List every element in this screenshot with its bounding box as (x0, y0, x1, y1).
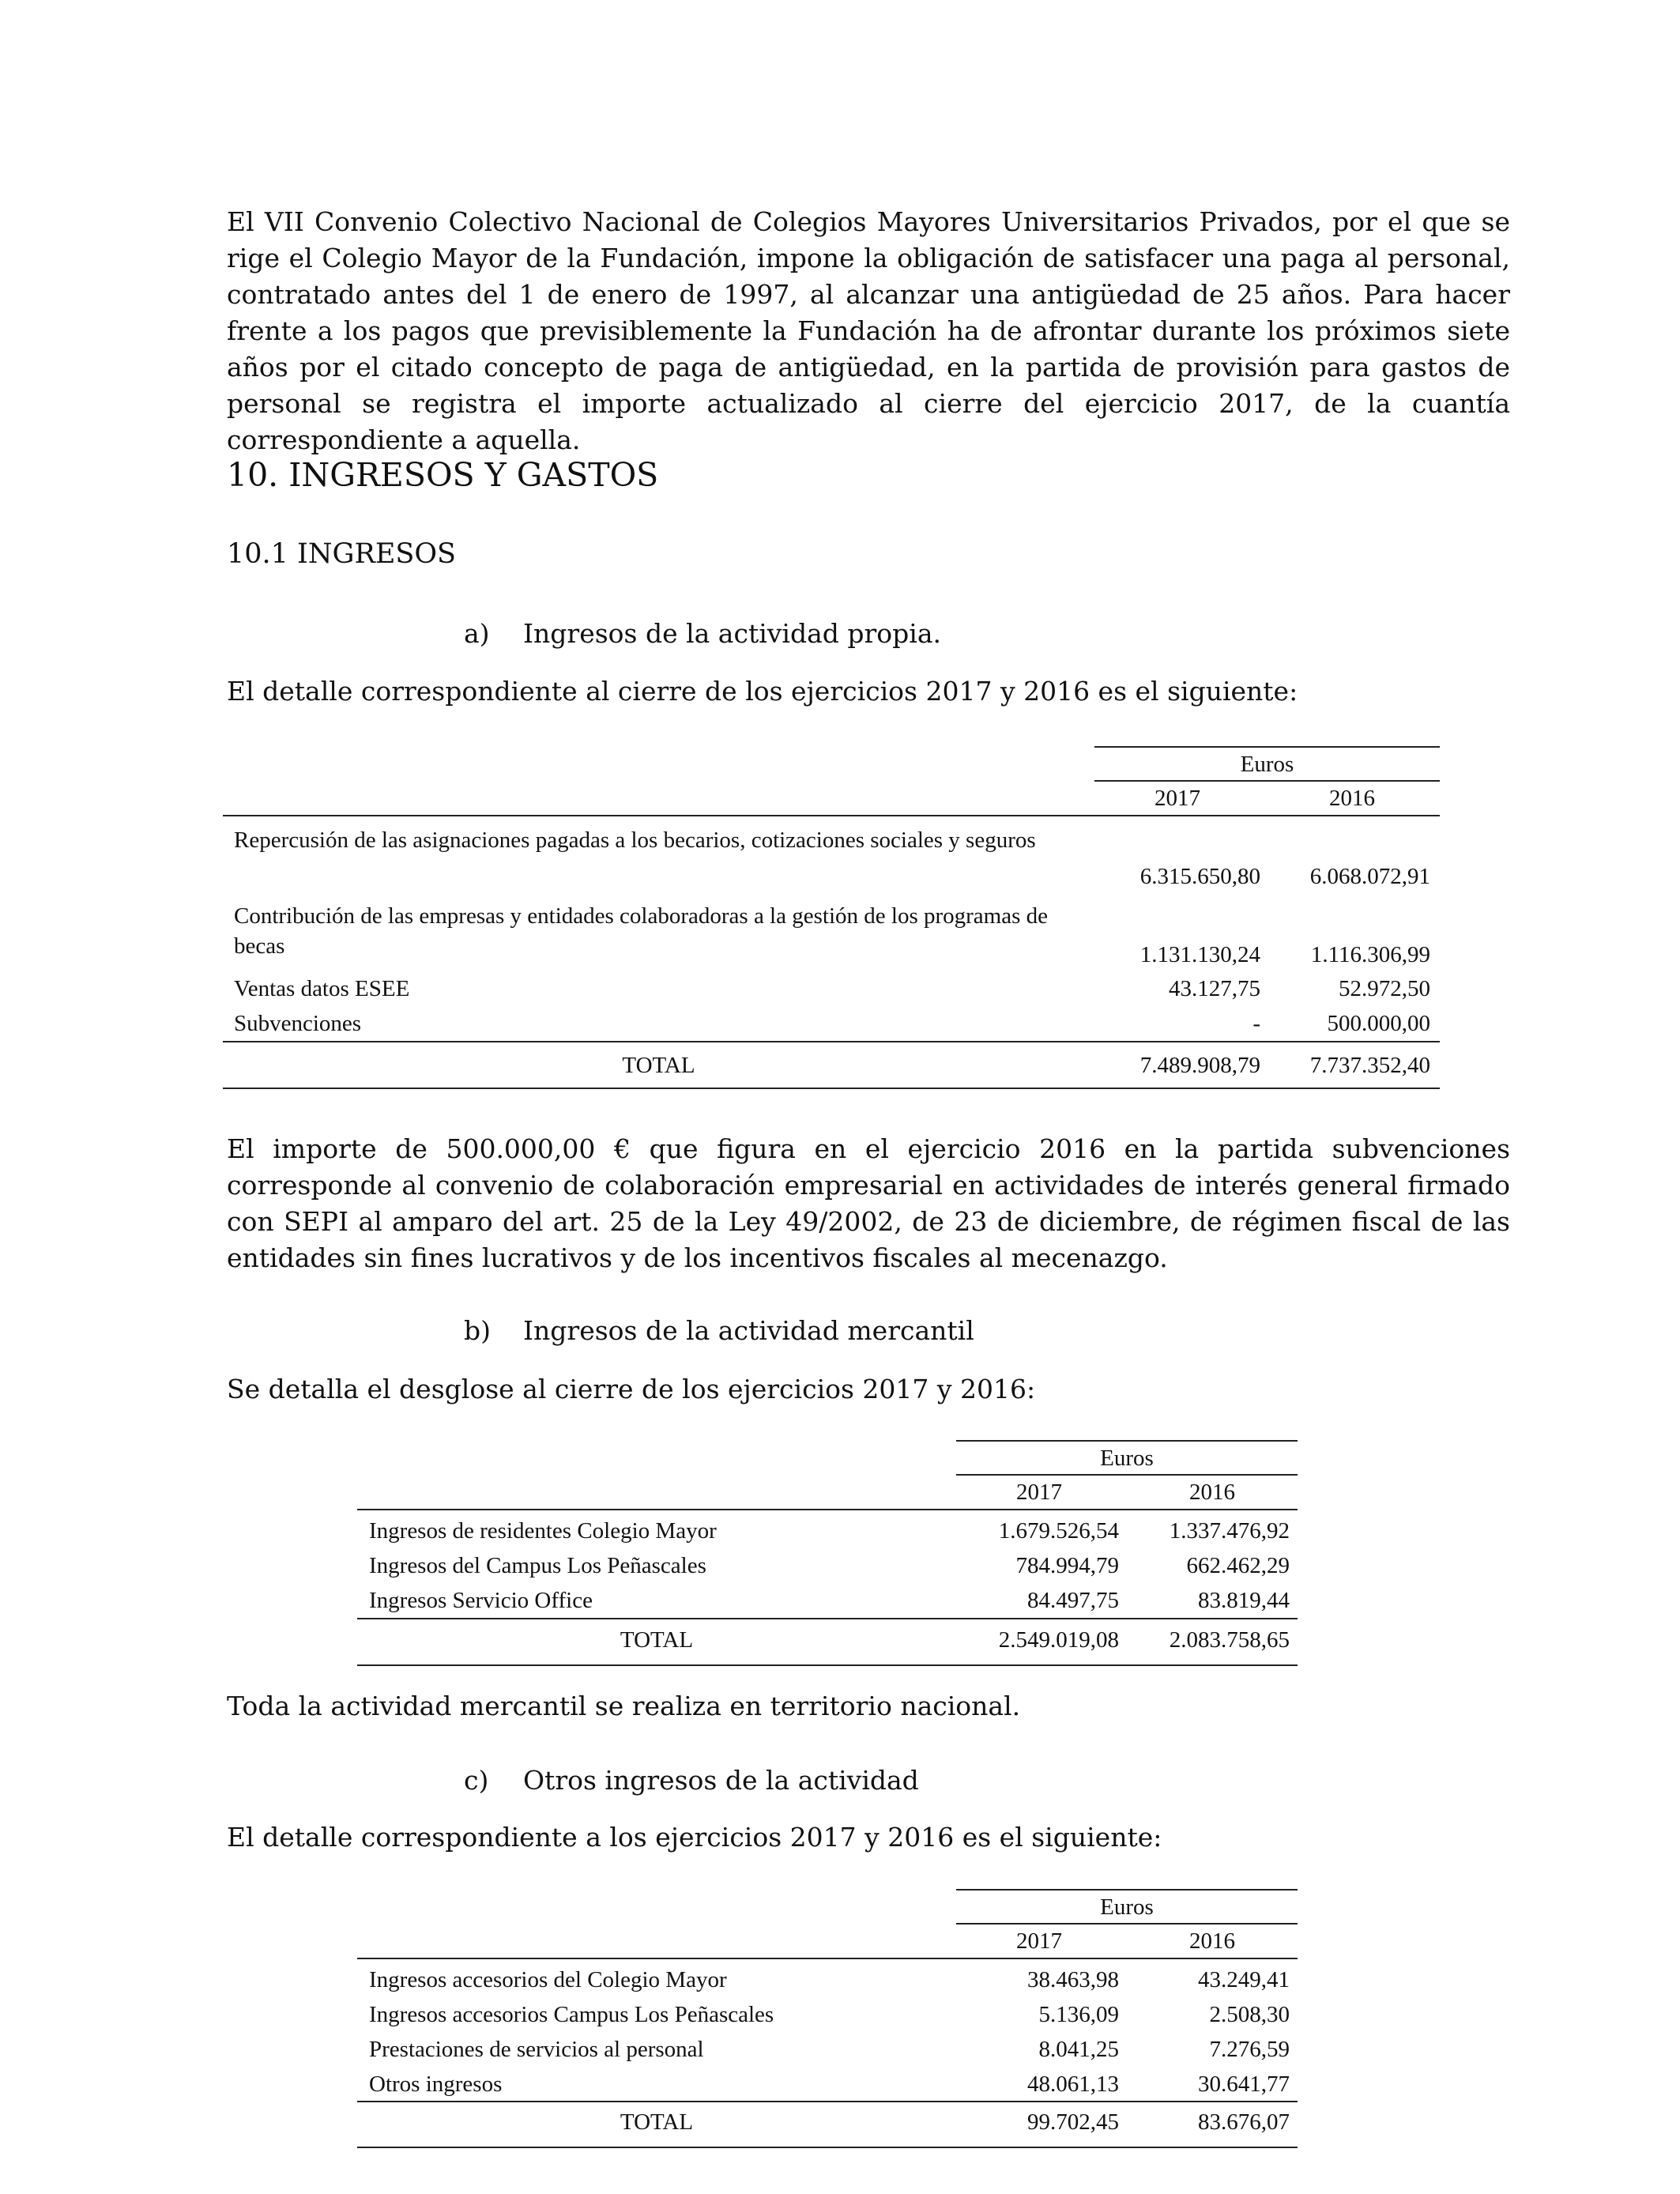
table-cell-2016: 52.972,50 (1339, 976, 1430, 1001)
table-a-year-2017: 2017 (1155, 786, 1200, 811)
table-row-label: Ingresos accesorios Campus Los Peñascales (369, 2002, 774, 2027)
table-cell-2017: 8.041,25 (1038, 2037, 1119, 2062)
table-row-label: Ingresos accesorios del Colegio Mayor (369, 1967, 727, 1992)
section-c-intro: El detalle correspondiente a los ejercicios 2017 y 2016 es el siguiente: (227, 1822, 1162, 1853)
table-row-label: Ingresos del Campus Los Peñascales (369, 1553, 706, 1578)
table-cell-2017: 84.497,75 (1027, 1588, 1119, 1613)
table-b-currency-header: Euros (1100, 1446, 1154, 1471)
subsection-heading: 10.1 INGRESOS (227, 538, 457, 570)
section-b-intro: Se detalla el desglose al cierre de los ejercicios 2017 y 2016: (227, 1374, 1036, 1404)
table-cell-2017: 48.061,13 (1027, 2071, 1119, 2097)
table-cell-2016: 7.276,59 (1209, 2037, 1290, 2062)
table-row-label: Contribución de las empresas y entidades colaboradoras a la gestión de los programas de becas (234, 903, 1048, 959)
section-a-note: El importe de 500.000,00 € que figura en el ejercicio 2016 en la partida subvenciones corresponde al convenio de colaboración empresarial en actividades de interés general firmado con SEPI al amparo del art. 25 de la Ley 49/2002, de 23 de diciembre, de régimen fiscal de las entidades sin fines lucrativos y de los incentivos fiscales al mecenazgo. (227, 1133, 1510, 1273)
subsection-b-title: Ingresos de la actividad mercantil (523, 1315, 974, 1346)
table-total-2016: 83.676,07 (1198, 2109, 1290, 2135)
table-otros-ingresos (357, 1886, 1298, 2162)
table-a-year-2016: 2016 (1329, 786, 1375, 811)
subsection-c-letter: c) (464, 1765, 489, 1796)
table-total-label: TOTAL (620, 2109, 694, 2135)
table-row-label: Ingresos de residentes Colegio Mayor (369, 1518, 717, 1544)
table-c-year-2017: 2017 (1016, 1928, 1062, 1954)
table-row-label: Prestaciones de servicios al personal (369, 2037, 704, 2062)
section-heading: 10. INGRESOS Y GASTOS (227, 456, 659, 494)
section-b-note: Toda la actividad mercantil se realiza en territorio nacional. (227, 1691, 1021, 1721)
table-c-year-2016: 2016 (1189, 1928, 1235, 1954)
table-a-currency-header: Euros (1240, 752, 1294, 777)
subsection-a-letter: a) (464, 618, 490, 649)
table-cell-2016: 1.116.306,99 (1310, 942, 1430, 967)
table-cell-2016: 662.462,29 (1186, 1553, 1290, 1578)
subsection-a-title: Ingresos de la actividad propia. (523, 618, 941, 649)
table-c-currency-header: Euros (1100, 1894, 1154, 1920)
table-row-label: Ventas datos ESEE (234, 976, 410, 1001)
table-cell-2017: 43.127,75 (1169, 976, 1260, 1001)
table-row-label: Ingresos Servicio Office (369, 1588, 593, 1613)
table-cell-2016: 500.000,00 (1327, 1011, 1430, 1036)
table-cell-2017: 38.463,98 (1027, 1967, 1119, 1992)
table-total-label: TOTAL (620, 1627, 694, 1653)
table-total-2017: 7.489.908,79 (1139, 1053, 1260, 1078)
table-cell-2017: 784.994,79 (1015, 1553, 1119, 1578)
table-row-label: Subvenciones (234, 1011, 362, 1036)
table-cell-2016: 2.508,30 (1209, 2002, 1290, 2027)
section-a-intro: El detalle correspondiente al cierre de los ejercicios 2017 y 2016 es el siguiente: (227, 676, 1298, 707)
intro-paragraph: El VII Convenio Colectivo Nacional de Colegios Mayores Universitarios Privados, por el que se rige el Colegio Mayor de la Fundación, impone la obligación de satisfacer una paga al personal, contratado antes del 1 de enero de 1997, al alcanzar una antigüedad de 25 años. Para hacer frente a los pagos que previsiblemente la Fundación ha de afrontar durante los próximos siete años por el citado concepto de paga de antigüedad, en la partida de provisión para gastos de personal se registra el importe actualizado al cierre del ejercicio 2017, de la cuantía correspondiente a aquella. (227, 206, 1510, 455)
table-cell-2017: 6.315.650,80 (1139, 864, 1260, 889)
table-total-2016: 2.083.758,65 (1169, 1627, 1290, 1653)
table-cell-2017: - (1252, 1011, 1260, 1036)
table-total-2017: 99.702,45 (1027, 2109, 1119, 2135)
table-total-2017: 2.549.019,08 (998, 1627, 1119, 1653)
table-actividad-mercantil (357, 1437, 1298, 1674)
table-b-year-2017: 2017 (1016, 1480, 1062, 1505)
table-cell-2016: 83.819,44 (1198, 1588, 1290, 1613)
table-cell-2016: 1.337.476,92 (1169, 1518, 1290, 1544)
table-total-2016: 7.737.352,40 (1309, 1053, 1430, 1078)
table-row-label: Repercusión de las asignaciones pagadas a los becarios, cotizaciones sociales y seguros (234, 827, 1036, 853)
table-b-year-2016: 2016 (1189, 1480, 1235, 1505)
table-cell-2016: 6.068.072,91 (1309, 864, 1430, 889)
table-cell-2017: 1.131.130,24 (1139, 942, 1260, 967)
subsection-c-title: Otros ingresos de la actividad (523, 1765, 919, 1796)
table-cell-2016: 43.249,41 (1198, 1967, 1290, 1992)
table-cell-2017: 5.136,09 (1038, 2002, 1119, 2027)
table-cell-2016: 30.641,77 (1198, 2071, 1290, 2097)
subsection-b-letter: b) (464, 1315, 491, 1346)
table-actividad-propia (223, 743, 1440, 1095)
table-row-label: Otros ingresos (369, 2071, 503, 2097)
table-cell-2017: 1.679.526,54 (998, 1518, 1119, 1544)
table-total-label: TOTAL (622, 1053, 695, 1078)
